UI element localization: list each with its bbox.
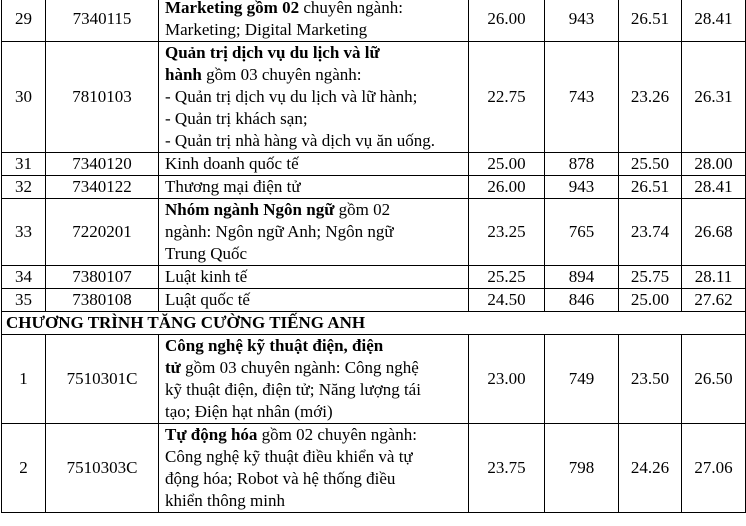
row-number: 29 [2,0,46,42]
major-name-line [165,468,464,490]
major-name-text: Công nghệ kỹ thuật điều khiển và tự [165,447,413,466]
major-name-line [165,108,464,130]
major-name-text: kỹ thuật điện, điện tử; Năng lượng tái [165,380,421,399]
major-name-text: Marketing; Digital Marketing [165,20,368,39]
cutoff-score: 25.25 [469,266,545,289]
section-body [2,312,746,335]
major-name-text: tạo; Điện hạt nhân (mới) [165,402,333,421]
major-name-text: Thương mại điện tử [165,177,301,196]
major-name-text: gồm 03 chuyên ngành: [201,65,362,84]
major-code: 7340122 [46,176,159,199]
row-number: 32 [2,176,46,199]
quota-value: 894 [545,266,619,289]
major-name-text: - Quản trị khách sạn; [165,109,308,128]
major-name-text: gồm 02 chuyên ngành: [257,425,417,444]
major-name-line [165,424,464,446]
score-a: 23.50 [619,335,682,424]
major-name [159,0,469,42]
major-name-text: ngành: Ngôn ngữ Anh; Ngôn ngữ [165,222,394,241]
score-a: 25.50 [619,153,682,176]
major-name-line [165,446,464,468]
cutoff-score: 25.00 [469,153,545,176]
major-name [159,289,469,312]
quota-value: 798 [545,424,619,513]
major-name [159,335,469,424]
major-code: 7220201 [46,199,159,266]
major-name [159,42,469,153]
table-row [2,0,746,42]
major-name-text: Luật kinh tế [165,267,248,286]
major-name-line [165,335,464,357]
major-name-line [165,199,464,221]
major-name-line [165,357,464,379]
section-title: CHƯƠNG TRÌNH TĂNG CƯỜNG TIẾNG ANH [2,312,746,335]
quota-value: 878 [545,153,619,176]
major-name-bold: Quản trị dịch vụ du lịch và lữ [165,43,380,62]
major-name-line [165,176,464,198]
table-row [2,266,746,289]
table-row [2,335,746,424]
row-number: 31 [2,153,46,176]
major-name-bold: Công nghệ kỹ thuật điện, điện [165,336,384,355]
major-name-text: khiển thông minh [165,491,285,510]
table-row [2,42,746,153]
major-name-text: Luật quốc tế [165,290,250,309]
major-name-bold: Marketing gồm 02 [165,0,300,17]
table-row [2,424,746,513]
score-b: 26.50 [682,335,746,424]
cutoff-score: 23.25 [469,199,545,266]
major-code: 7340115 [46,0,159,42]
major-name-line [165,42,464,64]
major-code: 7340120 [46,153,159,176]
major-name-line [165,153,464,175]
major-name-line [165,64,464,86]
major-name [159,153,469,176]
major-name-text: - Quản trị nhà hàng và dịch vụ ăn uống. [165,131,436,150]
table-row [2,199,746,266]
score-a: 25.75 [619,266,682,289]
major-name-line [165,0,464,19]
score-b: 28.00 [682,153,746,176]
quota-value: 765 [545,199,619,266]
score-b: 26.31 [682,42,746,153]
row-number: 35 [2,289,46,312]
cutoff-score: 26.00 [469,0,545,42]
major-name-line [165,86,464,108]
major-name-text: gồm 03 chuyên ngành: Công nghệ [180,358,419,377]
major-code: 7810103 [46,42,159,153]
major-name [159,424,469,513]
major-name-text: Kinh doanh quốc tế [165,154,299,173]
row-number: 33 [2,199,46,266]
score-a: 24.26 [619,424,682,513]
major-code: 7510303C [46,424,159,513]
cutoff-score: 22.75 [469,42,545,153]
score-a: 25.00 [619,289,682,312]
score-a: 23.74 [619,199,682,266]
major-code: 7380108 [46,289,159,312]
major-name [159,266,469,289]
quota-value: 943 [545,176,619,199]
row-number: 1 [2,335,46,424]
row-number: 34 [2,266,46,289]
major-name-text: động hóa; Robot và hệ thống điều [165,469,396,488]
major-name-line [165,243,464,265]
major-name-bold: Nhóm ngành Ngôn ngữ [165,200,335,219]
quota-value: 743 [545,42,619,153]
quota-value: 749 [545,335,619,424]
table-row [2,289,746,312]
row-number: 2 [2,424,46,513]
admission-score-table [1,0,746,513]
major-name-text: - Quản trị dịch vụ du lịch và lữ hành; [165,87,418,106]
quota-value: 943 [545,0,619,42]
major-code: 7510301C [46,335,159,424]
major-name [159,176,469,199]
score-a: 26.51 [619,0,682,42]
score-b: 26.68 [682,199,746,266]
score-b: 28.11 [682,266,746,289]
cutoff-score: 24.50 [469,289,545,312]
section-header-row [2,312,746,335]
score-b: 27.62 [682,289,746,312]
table-body-bottom [2,335,746,513]
cutoff-score: 23.00 [469,335,545,424]
table-row [2,153,746,176]
major-name-line [165,401,464,423]
major-code: 7380107 [46,266,159,289]
major-name-line [165,266,464,288]
table-body-top [2,0,746,312]
major-name-line [165,221,464,243]
score-a: 23.26 [619,42,682,153]
major-name-bold: hành [165,65,202,84]
major-name-line [165,289,464,311]
score-b: 28.41 [682,176,746,199]
major-name-line [165,130,464,152]
score-b: 28.41 [682,0,746,42]
table-row [2,176,746,199]
major-name-text: Trung Quốc [165,244,248,263]
major-name-bold: tử [165,358,181,377]
row-number: 30 [2,42,46,153]
score-a: 26.51 [619,176,682,199]
major-name-line [165,490,464,512]
major-name-bold: Tự động hóa [165,425,258,444]
major-name-text: chuyên ngành: [299,0,403,17]
score-b: 27.06 [682,424,746,513]
major-name-line [165,19,464,41]
cutoff-score: 26.00 [469,176,545,199]
cutoff-score: 23.75 [469,424,545,513]
major-name-text: gồm 02 [334,200,391,219]
major-name-line [165,379,464,401]
quota-value: 846 [545,289,619,312]
major-name [159,199,469,266]
